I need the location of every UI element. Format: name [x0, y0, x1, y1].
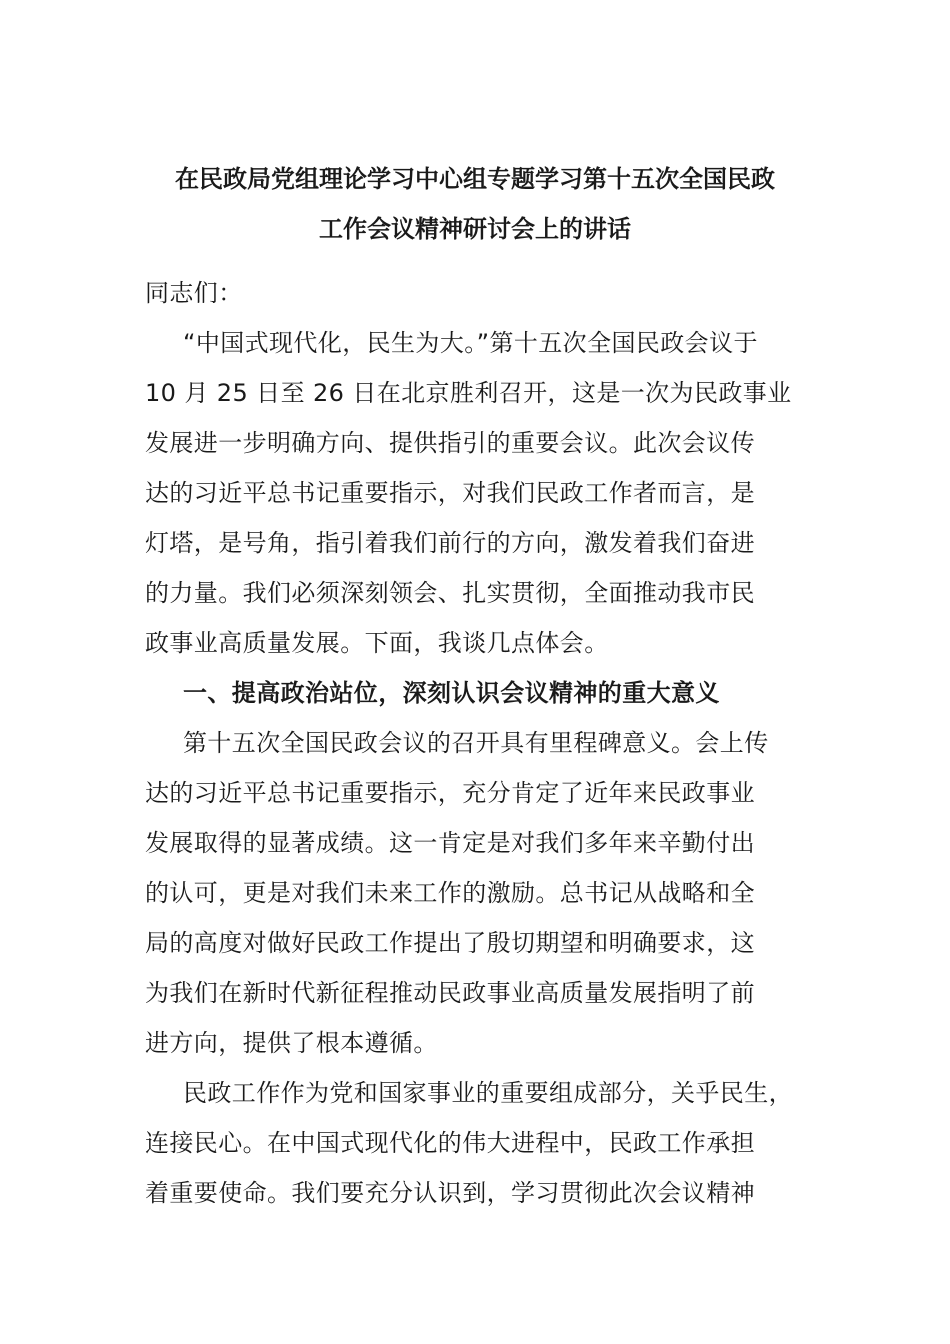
paragraph-1-line-1: “中国式现代化，民生为大。”第十五次全国民政会议于: [183, 329, 758, 357]
paragraph-2-line-3: 发展取得的显著成绩。这一肯定是对我们多年来辛勤付出: [145, 829, 755, 857]
paragraph-2-line-7: 进方向，提供了根本遵循。: [145, 1029, 438, 1057]
paragraph-1-line-3: 发展进一步明确方向、提供指引的重要会议。此次会议传: [145, 429, 755, 457]
paragraph-2-line-2: 达的习近平总书记重要指示，充分肯定了近年来民政事业: [145, 779, 755, 807]
document-body: [145, 268, 845, 1218]
paragraph-1-line-6: 的力量。我们必须深刻领会、扎实贯彻，全面推动我市民: [145, 579, 755, 607]
paragraph-2-line-1: 第十五次全国民政会议的召开具有里程碑意义。会上传: [183, 729, 769, 757]
paragraph-1-line-5: 灯塔，是号角，指引着我们前行的方向，激发着我们奋进: [145, 529, 755, 557]
paragraph-1-line-2: 10 月 25 日至 26 日在北京胜利召开，这是一次为民政事业: [145, 379, 792, 407]
document-title-line-1: 在民政局党组理论学习中心组专题学习第十五次全国民政: [175, 165, 775, 193]
paragraph-2-line-4: 的认可，更是对我们未来工作的激励。总书记从战略和全: [145, 879, 755, 907]
section-heading-1: 一、提高政治站位，深刻认识会议精神的重大意义: [183, 679, 720, 707]
paragraph-2-line-5: 局的高度对做好民政工作提出了殷切期望和明确要求，这: [145, 929, 755, 957]
paragraph-3-line-3: 着重要使命。我们要充分认识到，学习贯彻此次会议精神: [145, 1179, 755, 1207]
paragraph-2-line-6: 为我们在新时代新征程推动民政事业高质量发展指明了前: [145, 979, 755, 1007]
paragraph-3-line-1: 民政工作作为党和国家事业的重要组成部分，关乎民生，: [183, 1079, 793, 1107]
paragraph-1-line-7: 政事业高质量发展。下面，我谈几点体会。: [145, 629, 609, 657]
paragraph-3-line-2: 连接民心。在中国式现代化的伟大进程中，民政工作承担: [145, 1129, 755, 1157]
document-title-line-2: 工作会议精神研讨会上的讲话: [319, 215, 631, 243]
salutation: 同志们：: [145, 279, 243, 307]
paragraph-1-line-4: 达的习近平总书记重要指示，对我们民政工作者而言，是: [145, 479, 755, 507]
